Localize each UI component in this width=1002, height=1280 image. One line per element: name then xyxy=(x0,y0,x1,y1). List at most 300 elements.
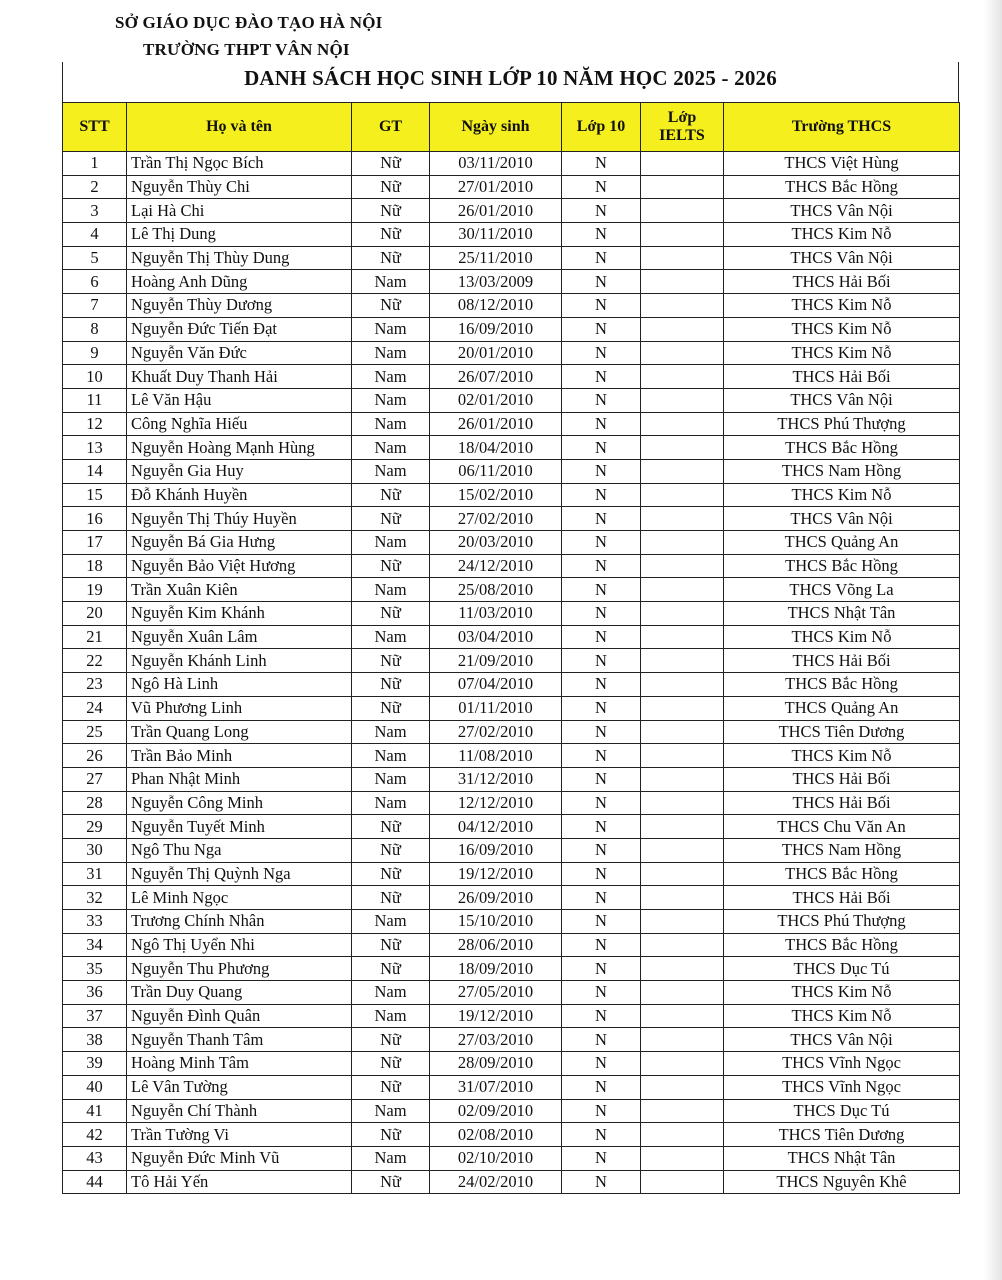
cell-dob: 19/12/2010 xyxy=(430,1004,562,1028)
cell-gender: Nam xyxy=(352,910,430,934)
cell-class10: N xyxy=(562,910,641,934)
table-row xyxy=(63,436,960,460)
cell-stt: 36 xyxy=(63,981,127,1005)
table-row xyxy=(63,175,960,199)
cell-class10: N xyxy=(562,294,641,318)
cell-gender: Nam xyxy=(352,578,430,602)
cell-dob: 26/07/2010 xyxy=(430,365,562,389)
table-row xyxy=(63,602,960,626)
cell-school: THCS Kim Nỗ xyxy=(724,981,960,1005)
table-row xyxy=(63,625,960,649)
cell-class10: N xyxy=(562,838,641,862)
cell-dob: 19/12/2010 xyxy=(430,862,562,886)
cell-school: THCS Tiên Dương xyxy=(724,720,960,744)
table-row xyxy=(63,838,960,862)
cell-class10: N xyxy=(562,1123,641,1147)
cell-gender: Nam xyxy=(352,531,430,555)
department-name: SỞ GIÁO DỤC ĐÀO TẠO HÀ NỘI xyxy=(115,13,383,32)
cell-gender: Nam xyxy=(352,720,430,744)
cell-name: Trần Xuân Kiên xyxy=(127,578,352,602)
cell-ielts xyxy=(641,673,724,697)
table-row xyxy=(63,744,960,768)
cell-dob: 25/11/2010 xyxy=(430,246,562,270)
cell-name: Đỗ Khánh Huyền xyxy=(127,483,352,507)
cell-dob: 15/10/2010 xyxy=(430,910,562,934)
cell-dob: 15/02/2010 xyxy=(430,483,562,507)
cell-dob: 03/11/2010 xyxy=(430,152,562,176)
cell-school: THCS Quảng An xyxy=(724,531,960,555)
cell-gender: Nữ xyxy=(352,696,430,720)
cell-stt: 2 xyxy=(63,175,127,199)
cell-name: Nguyễn Đình Quân xyxy=(127,1004,352,1028)
table-row xyxy=(63,199,960,223)
cell-school: THCS Vĩnh Ngọc xyxy=(724,1052,960,1076)
cell-gender: Nam xyxy=(352,1004,430,1028)
cell-name: Trương Chính Nhân xyxy=(127,910,352,934)
cell-school: THCS Bắc Hồng xyxy=(724,436,960,460)
page-edge-shadow xyxy=(984,0,1002,1280)
cell-dob: 07/04/2010 xyxy=(430,673,562,697)
cell-school: THCS Bắc Hồng xyxy=(724,862,960,886)
cell-ielts xyxy=(641,649,724,673)
cell-dob: 11/08/2010 xyxy=(430,744,562,768)
cell-stt: 17 xyxy=(63,531,127,555)
cell-dob: 06/11/2010 xyxy=(430,459,562,483)
cell-name: Nguyễn Đức Minh Vũ xyxy=(127,1146,352,1170)
cell-gender: Nữ xyxy=(352,602,430,626)
cell-gender: Nam xyxy=(352,365,430,389)
cell-school: THCS Vĩnh Ngọc xyxy=(724,1075,960,1099)
cell-ielts xyxy=(641,815,724,839)
column-header-stt: STT xyxy=(63,103,127,152)
cell-school: THCS Phú Thượng xyxy=(724,910,960,934)
cell-gender: Nữ xyxy=(352,957,430,981)
cell-school: THCS Chu Văn An xyxy=(724,815,960,839)
cell-name: Ngô Thu Nga xyxy=(127,838,352,862)
cell-gender: Nữ xyxy=(352,246,430,270)
cell-dob: 28/09/2010 xyxy=(430,1052,562,1076)
cell-gender: Nữ xyxy=(352,294,430,318)
cell-stt: 9 xyxy=(63,341,127,365)
table-row xyxy=(63,933,960,957)
cell-stt: 7 xyxy=(63,294,127,318)
cell-class10: N xyxy=(562,1075,641,1099)
cell-dob: 18/04/2010 xyxy=(430,436,562,460)
cell-dob: 08/12/2010 xyxy=(430,294,562,318)
table-row xyxy=(63,981,960,1005)
cell-ielts xyxy=(641,175,724,199)
cell-gender: Nữ xyxy=(352,223,430,247)
cell-dob: 27/02/2010 xyxy=(430,507,562,531)
cell-school: THCS Kim Nỗ xyxy=(724,483,960,507)
table-row xyxy=(63,1099,960,1123)
cell-school: THCS Vân Nội xyxy=(724,507,960,531)
column-header-school: Trường THCS xyxy=(724,103,960,152)
cell-name: Nguyễn Tuyết Minh xyxy=(127,815,352,839)
cell-gender: Nam xyxy=(352,767,430,791)
table-row xyxy=(63,365,960,389)
cell-gender: Nữ xyxy=(352,1123,430,1147)
cell-gender: Nam xyxy=(352,744,430,768)
cell-class10: N xyxy=(562,933,641,957)
table-row xyxy=(63,1123,960,1147)
cell-ielts xyxy=(641,957,724,981)
school-name: TRƯỜNG THPT VÂN NỘI xyxy=(143,40,350,59)
cell-ielts xyxy=(641,720,724,744)
cell-class10: N xyxy=(562,744,641,768)
cell-gender: Nam xyxy=(352,412,430,436)
cell-ielts xyxy=(641,531,724,555)
cell-gender: Nam xyxy=(352,981,430,1005)
cell-gender: Nữ xyxy=(352,483,430,507)
table-body xyxy=(63,152,960,1194)
cell-stt: 40 xyxy=(63,1075,127,1099)
cell-ielts xyxy=(641,1028,724,1052)
cell-gender: Nam xyxy=(352,317,430,341)
cell-class10: N xyxy=(562,554,641,578)
cell-stt: 31 xyxy=(63,862,127,886)
cell-name: Nguyễn Hoàng Mạnh Hùng xyxy=(127,436,352,460)
cell-name: Nguyễn Thị Thúy Huyền xyxy=(127,507,352,531)
cell-ielts xyxy=(641,152,724,176)
cell-ielts xyxy=(641,483,724,507)
cell-stt: 37 xyxy=(63,1004,127,1028)
table-row xyxy=(63,957,960,981)
table-row xyxy=(63,223,960,247)
table-header-row xyxy=(63,103,960,152)
cell-school: THCS Kim Nỗ xyxy=(724,341,960,365)
column-header-dob: Ngày sinh xyxy=(430,103,562,152)
cell-school: THCS Nam Hồng xyxy=(724,838,960,862)
cell-dob: 13/03/2009 xyxy=(430,270,562,294)
cell-gender: Nữ xyxy=(352,815,430,839)
cell-name: Lại Hà Chi xyxy=(127,199,352,223)
cell-class10: N xyxy=(562,1052,641,1076)
cell-stt: 1 xyxy=(63,152,127,176)
cell-name: Nguyễn Đức Tiến Đạt xyxy=(127,317,352,341)
cell-ielts xyxy=(641,744,724,768)
cell-class10: N xyxy=(562,720,641,744)
cell-ielts xyxy=(641,459,724,483)
cell-name: Nguyễn Văn Đức xyxy=(127,341,352,365)
cell-ielts xyxy=(641,1004,724,1028)
cell-class10: N xyxy=(562,223,641,247)
cell-stt: 21 xyxy=(63,625,127,649)
cell-gender: Nam xyxy=(352,436,430,460)
cell-ielts xyxy=(641,910,724,934)
cell-ielts xyxy=(641,341,724,365)
cell-name: Nguyễn Khánh Linh xyxy=(127,649,352,673)
cell-class10: N xyxy=(562,767,641,791)
cell-class10: N xyxy=(562,507,641,531)
cell-gender: Nữ xyxy=(352,199,430,223)
cell-name: Nguyễn Bảo Việt Hương xyxy=(127,554,352,578)
cell-gender: Nữ xyxy=(352,1170,430,1194)
cell-dob: 02/09/2010 xyxy=(430,1099,562,1123)
cell-class10: N xyxy=(562,1146,641,1170)
cell-gender: Nữ xyxy=(352,1028,430,1052)
cell-stt: 6 xyxy=(63,270,127,294)
cell-dob: 20/03/2010 xyxy=(430,531,562,555)
cell-ielts xyxy=(641,294,724,318)
cell-ielts xyxy=(641,625,724,649)
cell-ielts xyxy=(641,270,724,294)
cell-dob: 24/02/2010 xyxy=(430,1170,562,1194)
cell-stt: 11 xyxy=(63,388,127,412)
cell-class10: N xyxy=(562,436,641,460)
table-row xyxy=(63,459,960,483)
cell-school: THCS Bắc Hồng xyxy=(724,673,960,697)
cell-name: Hoàng Anh Dũng xyxy=(127,270,352,294)
cell-gender: Nữ xyxy=(352,862,430,886)
cell-class10: N xyxy=(562,317,641,341)
cell-class10: N xyxy=(562,365,641,389)
cell-class10: N xyxy=(562,175,641,199)
cell-dob: 26/09/2010 xyxy=(430,886,562,910)
cell-name: Trần Duy Quang xyxy=(127,981,352,1005)
cell-dob: 04/12/2010 xyxy=(430,815,562,839)
cell-stt: 39 xyxy=(63,1052,127,1076)
table-row xyxy=(63,720,960,744)
cell-ielts xyxy=(641,199,724,223)
cell-school: THCS Hải Bối xyxy=(724,270,960,294)
cell-ielts xyxy=(641,317,724,341)
cell-dob: 26/01/2010 xyxy=(430,412,562,436)
cell-class10: N xyxy=(562,815,641,839)
cell-class10: N xyxy=(562,957,641,981)
page-title: DANH SÁCH HỌC SINH LỚP 10 NĂM HỌC 2025 - 2026 xyxy=(244,66,777,90)
cell-dob: 27/05/2010 xyxy=(430,981,562,1005)
cell-gender: Nam xyxy=(352,341,430,365)
cell-name: Vũ Phương Linh xyxy=(127,696,352,720)
cell-stt: 13 xyxy=(63,436,127,460)
cell-stt: 27 xyxy=(63,767,127,791)
cell-ielts xyxy=(641,981,724,1005)
cell-class10: N xyxy=(562,246,641,270)
cell-school: THCS Bắc Hồng xyxy=(724,554,960,578)
cell-class10: N xyxy=(562,270,641,294)
cell-class10: N xyxy=(562,483,641,507)
cell-ielts xyxy=(641,412,724,436)
cell-name: Trần Tường Vi xyxy=(127,1123,352,1147)
cell-name: Lê Vân Tường xyxy=(127,1075,352,1099)
cell-class10: N xyxy=(562,459,641,483)
cell-name: Nguyễn Thanh Tâm xyxy=(127,1028,352,1052)
column-header-gender: GT xyxy=(352,103,430,152)
cell-school: THCS Dục Tú xyxy=(724,1099,960,1123)
cell-stt: 25 xyxy=(63,720,127,744)
cell-school: THCS Kim Nỗ xyxy=(724,744,960,768)
table-row xyxy=(63,910,960,934)
cell-dob: 16/09/2010 xyxy=(430,838,562,862)
cell-dob: 27/01/2010 xyxy=(430,175,562,199)
cell-name: Nguyễn Bá Gia Hưng xyxy=(127,531,352,555)
cell-class10: N xyxy=(562,886,641,910)
cell-name: Trần Thị Ngọc Bích xyxy=(127,152,352,176)
table-row xyxy=(63,554,960,578)
cell-ielts xyxy=(641,1170,724,1194)
cell-name: Phan Nhật Minh xyxy=(127,767,352,791)
cell-gender: Nam xyxy=(352,791,430,815)
cell-gender: Nam xyxy=(352,270,430,294)
cell-school: THCS Phú Thượng xyxy=(724,412,960,436)
cell-stt: 19 xyxy=(63,578,127,602)
table-row xyxy=(63,649,960,673)
cell-stt: 42 xyxy=(63,1123,127,1147)
cell-dob: 18/09/2010 xyxy=(430,957,562,981)
cell-name: Nguyễn Xuân Lâm xyxy=(127,625,352,649)
table-row xyxy=(63,886,960,910)
cell-stt: 16 xyxy=(63,507,127,531)
cell-name: Ngô Hà Linh xyxy=(127,673,352,697)
cell-name: Lê Thị Dung xyxy=(127,223,352,247)
table-row xyxy=(63,1170,960,1194)
cell-ielts xyxy=(641,696,724,720)
cell-school: THCS Kim Nỗ xyxy=(724,1004,960,1028)
cell-name: Nguyễn Thùy Dương xyxy=(127,294,352,318)
table-row xyxy=(63,294,960,318)
cell-stt: 24 xyxy=(63,696,127,720)
cell-ielts xyxy=(641,223,724,247)
cell-dob: 24/12/2010 xyxy=(430,554,562,578)
table-row xyxy=(63,862,960,886)
table-row xyxy=(63,341,960,365)
cell-gender: Nam xyxy=(352,625,430,649)
cell-school: THCS Nguyên Khê xyxy=(724,1170,960,1194)
cell-dob: 31/07/2010 xyxy=(430,1075,562,1099)
table-row xyxy=(63,815,960,839)
table-row xyxy=(63,1052,960,1076)
cell-name: Nguyễn Công Minh xyxy=(127,791,352,815)
frame-border-right xyxy=(958,62,959,102)
cell-stt: 14 xyxy=(63,459,127,483)
cell-dob: 28/06/2010 xyxy=(430,933,562,957)
cell-ielts xyxy=(641,507,724,531)
cell-stt: 15 xyxy=(63,483,127,507)
cell-ielts xyxy=(641,767,724,791)
column-header-name: Họ và tên xyxy=(127,103,352,152)
cell-stt: 3 xyxy=(63,199,127,223)
cell-ielts xyxy=(641,365,724,389)
cell-dob: 25/08/2010 xyxy=(430,578,562,602)
cell-school: THCS Tiên Dương xyxy=(724,1123,960,1147)
cell-stt: 22 xyxy=(63,649,127,673)
table-row xyxy=(63,412,960,436)
cell-class10: N xyxy=(562,1028,641,1052)
cell-ielts xyxy=(641,554,724,578)
cell-ielts xyxy=(641,791,724,815)
column-header-ielts-line1: Lớp xyxy=(667,109,697,126)
cell-stt: 44 xyxy=(63,1170,127,1194)
cell-class10: N xyxy=(562,578,641,602)
cell-class10: N xyxy=(562,649,641,673)
cell-school: THCS Vân Nội xyxy=(724,246,960,270)
table-row xyxy=(63,1004,960,1028)
cell-stt: 8 xyxy=(63,317,127,341)
cell-name: Nguyễn Thu Phương xyxy=(127,957,352,981)
cell-ielts xyxy=(641,388,724,412)
cell-gender: Nữ xyxy=(352,933,430,957)
cell-ielts xyxy=(641,1052,724,1076)
cell-gender: Nam xyxy=(352,459,430,483)
cell-class10: N xyxy=(562,1099,641,1123)
cell-name: Nguyễn Thị Thùy Dung xyxy=(127,246,352,270)
table-row xyxy=(63,507,960,531)
cell-class10: N xyxy=(562,1004,641,1028)
cell-class10: N xyxy=(562,862,641,886)
cell-class10: N xyxy=(562,152,641,176)
cell-stt: 26 xyxy=(63,744,127,768)
cell-class10: N xyxy=(562,199,641,223)
cell-school: THCS Nhật Tân xyxy=(724,1146,960,1170)
cell-dob: 12/12/2010 xyxy=(430,791,562,815)
cell-dob: 26/01/2010 xyxy=(430,199,562,223)
cell-gender: Nữ xyxy=(352,152,430,176)
cell-gender: Nam xyxy=(352,1146,430,1170)
cell-class10: N xyxy=(562,1170,641,1194)
cell-gender: Nữ xyxy=(352,673,430,697)
cell-gender: Nam xyxy=(352,388,430,412)
cell-stt: 35 xyxy=(63,957,127,981)
cell-school: THCS Hải Bối xyxy=(724,791,960,815)
cell-school: THCS Hải Bối xyxy=(724,365,960,389)
cell-dob: 11/03/2010 xyxy=(430,602,562,626)
cell-name: Nguyễn Thị Quỳnh Nga xyxy=(127,862,352,886)
cell-class10: N xyxy=(562,696,641,720)
cell-ielts xyxy=(641,933,724,957)
cell-school: THCS Việt Hùng xyxy=(724,152,960,176)
cell-dob: 27/03/2010 xyxy=(430,1028,562,1052)
cell-ielts xyxy=(641,246,724,270)
cell-school: THCS Vân Nội xyxy=(724,199,960,223)
table-row xyxy=(63,317,960,341)
cell-ielts xyxy=(641,1123,724,1147)
cell-ielts xyxy=(641,862,724,886)
cell-school: THCS Kim Nỗ xyxy=(724,317,960,341)
column-header-ielts-line2: IELTS xyxy=(659,127,705,144)
cell-ielts xyxy=(641,436,724,460)
cell-dob: 01/11/2010 xyxy=(430,696,562,720)
cell-school: THCS Võng La xyxy=(724,578,960,602)
cell-gender: Nữ xyxy=(352,554,430,578)
table-row xyxy=(63,767,960,791)
cell-stt: 28 xyxy=(63,791,127,815)
cell-school: THCS Hải Bối xyxy=(724,767,960,791)
cell-name: Hoàng Minh Tâm xyxy=(127,1052,352,1076)
table-row xyxy=(63,483,960,507)
cell-school: THCS Bắc Hồng xyxy=(724,175,960,199)
cell-school: THCS Vân Nội xyxy=(724,388,960,412)
cell-name: Tô Hải Yến xyxy=(127,1170,352,1194)
cell-stt: 18 xyxy=(63,554,127,578)
cell-stt: 4 xyxy=(63,223,127,247)
table-row xyxy=(63,388,960,412)
cell-name: Ngô Thị Uyển Nhi xyxy=(127,933,352,957)
cell-dob: 02/01/2010 xyxy=(430,388,562,412)
cell-school: THCS Hải Bối xyxy=(724,886,960,910)
table-row xyxy=(63,673,960,697)
cell-name: Nguyễn Kim Khánh xyxy=(127,602,352,626)
cell-stt: 30 xyxy=(63,838,127,862)
cell-school: THCS Dục Tú xyxy=(724,957,960,981)
cell-ielts xyxy=(641,886,724,910)
table-row xyxy=(63,1028,960,1052)
cell-stt: 34 xyxy=(63,933,127,957)
cell-stt: 5 xyxy=(63,246,127,270)
table-row xyxy=(63,696,960,720)
cell-ielts xyxy=(641,578,724,602)
cell-name: Lê Minh Ngọc xyxy=(127,886,352,910)
